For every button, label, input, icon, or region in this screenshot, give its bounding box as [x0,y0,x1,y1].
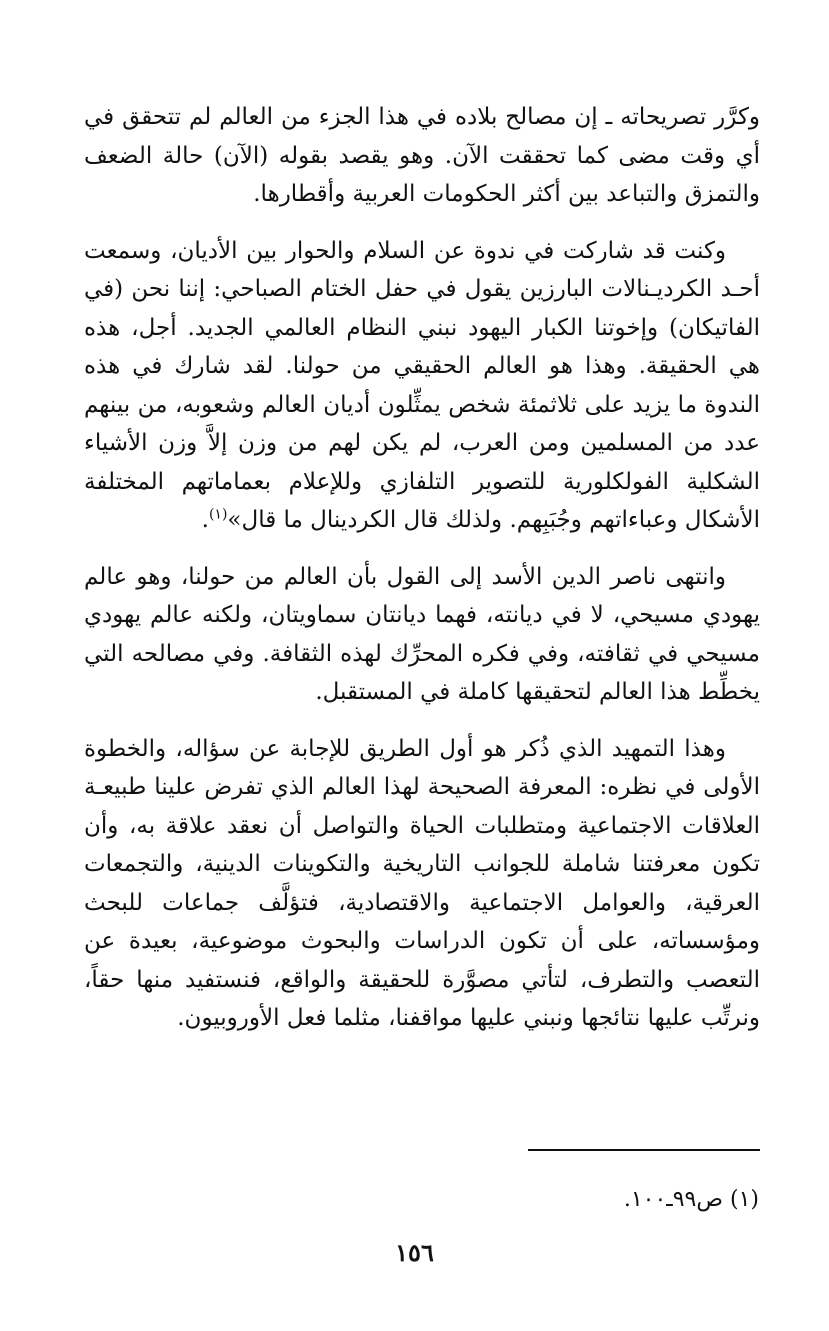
paragraph-1: وكرَّر تصريحاته ـ إن مصالح بلاده في هذا الجزء من العالم لم تتحقق في أي وقت مضى كما تحققت الآن. وهو يقصد بقوله (الآن) حالة الضعف والتمزق والتباعد بين أكثر الحكومات العربية وأقطارها. [84,104,760,207]
footnote-text: ص٩٩ـ١٠٠. [623,1187,723,1212]
paragraph-3: وانتهى ناصر الدين الأسد إلى القول بأن العالم من حولنا، وهو عالم يهودي مسيحي، لا في ديانته، فهما ديانتان سماويتان، ولكنه عالم يهودي مسيحي في ثقافته، وفي فكره المحرِّك لهذه الثقافة. وفي مصالحه التي يخطِّط هذا العالم لتحقيقها كاملة في المستقبل. [84,563,760,705]
paragraph-2-text: وكنت قد شاركت في ندوة عن السلام والحوار بين الأديان، وسمعت أحـد الكرديـنالات البارزين يقول في حفل الختام الصباحي: إننا نحن (في الفاتيكان) وإخوتنا الكبار اليهود نبني النظام العالمي الجديد. أجل، هذه هي الحقيقة. وهذا هو العالم الحقيقي من حولنا. لقد شارك في هذه الندوة ما يزيد على ثلاثمئة شخص يمثِّلون أديان العالم وشعوبه، من بينهم عدد من المسلمين ومن العرب، لم يكن لهم من وزن إلاَّ وزن الأشياء الشكلية الفولكلورية للتصوير التلفازي وللإعلام بعماماتهم المختلفة الأشكال وعباءاتهم وجُبَبِهم. ولذلك قال الكردينال ما قال» [84,237,760,533]
page-number: ١٥٦ [395,1238,434,1267]
footnote-reference: (١) [208,506,228,523]
footnote-marker: (١) [729,1187,759,1212]
paragraph-4: وهذا التمهيد الذي ذُكر هو أول الطريق للإجابة عن سؤاله، والخطوة الأولى في نظره: المعرفة الصحيحة لهذا العالم الذي تفرض علينا طبيعـة العلاقات الاجتماعية ومتطلبات الحياة والتواصل أن نعقد علاقة به، وأن تكون معرفتنا شاملة للجوانب التاريخية والتكوينات الدينية، والتجمعات العرقية، والعوامل الاجتماعية والاقتصادية، فتؤلَّف جماعات للبحث ومؤسساته، على أن تكون الدراسات والبحوث موضوعية، بعيدة عن التعصب والتطرف، لتأتي مصوَّرة للحقيقة والواقع، فنستفيد منها حقاً، ونرتِّب عليها نتائجها ونبني عليها مواقفنا، مثلما فعل الأوروبيون. [84,735,760,1031]
footnote-divider [528,1149,760,1151]
paragraph-2: وكنت قد شاركت في ندوة عن السلام والحوار بين الأديان، وسمعت أحـد الكرديـنالات البارزين يقول في حفل الختام الصباحي: إننا نحن (في الفاتيكان) وإخوتنا الكبار اليهود نبني النظام العالمي الجديد. أجل، هذه هي الحقيقة. وهذا هو العالم الحقيقي من حولنا. لقد شارك في هذه الندوة ما يزيد على ثلاثمئة شخص يمثِّلون أديان العالم وشعوبه، من بينهم عدد من المسلمين ومن العرب، لم يكن لهم من وزن إلاَّ وزن الأشياء الشكلية الفولكلورية للتصوير التلفازي وللإعلام بعماماتهم المختلفة الأشكال وعباءاتهم وجُبَبِهم. ولذلك قال الكردينال ما قال»$^{(١)}$. [84,237,760,533]
body-text [84,98,760,1056]
footnote [624,1185,759,1215]
